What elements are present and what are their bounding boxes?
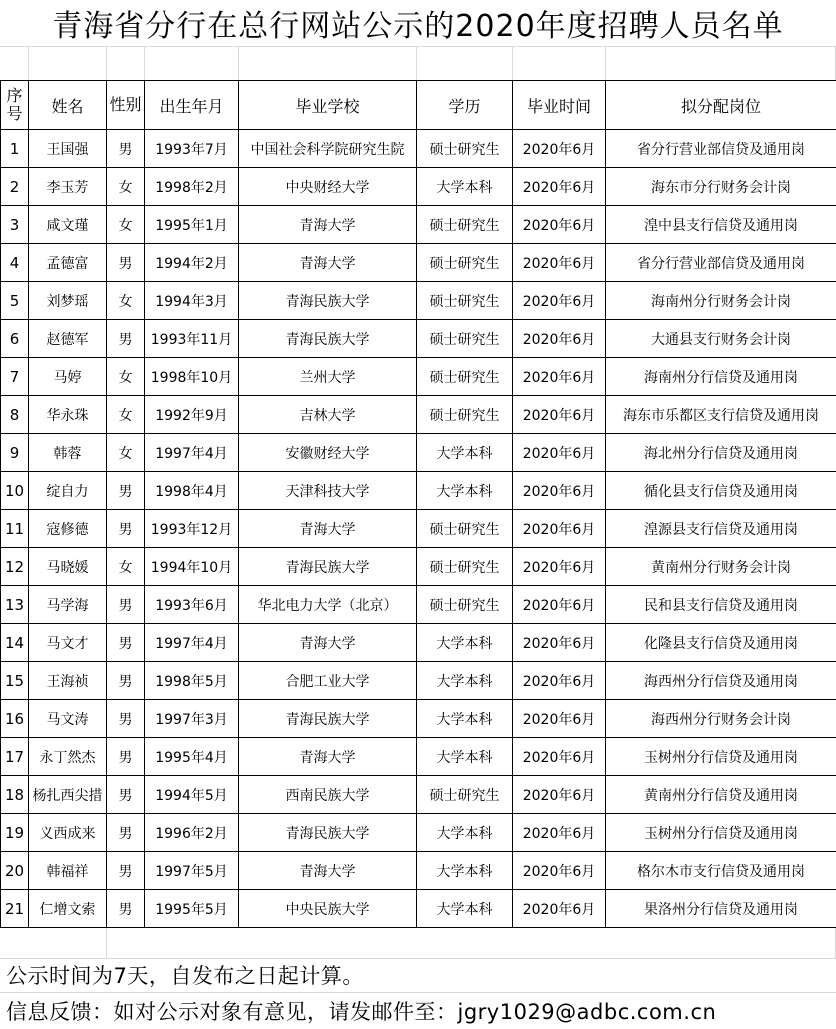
- cell-gender: 女: [107, 358, 145, 396]
- cell-post: 省分行营业部信贷及通用岗: [606, 244, 836, 282]
- cell-grad: 2020年6月: [513, 814, 606, 852]
- cell-post: 湟源县支行信贷及通用岗: [606, 510, 836, 548]
- cell-degree: 硕士研究生: [417, 358, 513, 396]
- cell-grad: 2020年6月: [513, 358, 606, 396]
- empty-grid-row: [0, 46, 836, 80]
- cell-birth: 1998年2月: [145, 168, 239, 206]
- cell-degree: 硕士研究生: [417, 586, 513, 624]
- cell-seq: 18: [1, 776, 29, 814]
- cell-post: 民和县支行信贷及通用岗: [606, 586, 836, 624]
- cell-name: 永丁然杰: [29, 738, 107, 776]
- cell-degree: 硕士研究生: [417, 396, 513, 434]
- cell-gender: 男: [107, 700, 145, 738]
- cell-seq: 11: [1, 510, 29, 548]
- cell-birth: 1997年5月: [145, 852, 239, 890]
- cell-post: 大通县支行财务会计岗: [606, 320, 836, 358]
- cell-name: 华永珠: [29, 396, 107, 434]
- cell-birth: 1997年4月: [145, 624, 239, 662]
- cell-school: 青海大学: [239, 206, 417, 244]
- table-row: [1, 662, 836, 700]
- cell-gender: 女: [107, 548, 145, 586]
- header-grad: 毕业时间: [513, 81, 606, 130]
- cell-post: 果洛州分行信贷及通用岗: [606, 890, 836, 928]
- cell-post: 海西州分行信贷及通用岗: [606, 662, 836, 700]
- cell-post: 玉树州分行信贷及通用岗: [606, 814, 836, 852]
- cell-school: 青海大学: [239, 852, 417, 890]
- cell-birth: 1994年2月: [145, 244, 239, 282]
- cell-seq: 6: [1, 320, 29, 358]
- cell-school: 青海大学: [239, 624, 417, 662]
- cell-degree: 大学本科: [417, 624, 513, 662]
- cell-post: 海西州分行财务会计岗: [606, 700, 836, 738]
- cell-degree: 大学本科: [417, 434, 513, 472]
- cell-gender: 女: [107, 282, 145, 320]
- header-post: 拟分配岗位: [606, 81, 836, 130]
- cell-name: 绽自力: [29, 472, 107, 510]
- cell-seq: 16: [1, 700, 29, 738]
- cell-post: 海南州分行信贷及通用岗: [606, 358, 836, 396]
- cell-post: 海南州分行财务会计岗: [606, 282, 836, 320]
- empty-grid-row: [0, 928, 836, 958]
- cell-gender: 男: [107, 814, 145, 852]
- cell-birth: 1998年10月: [145, 358, 239, 396]
- cell-seq: 14: [1, 624, 29, 662]
- cell-grad: 2020年6月: [513, 510, 606, 548]
- cell-gender: 女: [107, 206, 145, 244]
- cell-grad: 2020年6月: [513, 282, 606, 320]
- cell-post: 黄南州分行信贷及通用岗: [606, 776, 836, 814]
- cell-name: 刘梦瑶: [29, 282, 107, 320]
- cell-gender: 女: [107, 434, 145, 472]
- cell-birth: 1998年4月: [145, 472, 239, 510]
- cell-birth: 1995年5月: [145, 890, 239, 928]
- cell-post: 格尔木市支行信贷及通用岗: [606, 852, 836, 890]
- cell-post: 省分行营业部信贷及通用岗: [606, 130, 836, 168]
- cell-school: 西南民族大学: [239, 776, 417, 814]
- cell-school: 合肥工业大学: [239, 662, 417, 700]
- cell-name: 义西成来: [29, 814, 107, 852]
- cell-gender: 男: [107, 624, 145, 662]
- table-row: [1, 510, 836, 548]
- cell-degree: 大学本科: [417, 890, 513, 928]
- cell-grad: 2020年6月: [513, 662, 606, 700]
- cell-name: 马婷: [29, 358, 107, 396]
- cell-degree: 大学本科: [417, 814, 513, 852]
- cell-seq: 2: [1, 168, 29, 206]
- table-row: [1, 396, 836, 434]
- cell-post: 海东市乐都区支行信贷及通用岗: [606, 396, 836, 434]
- cell-degree: 硕士研究生: [417, 776, 513, 814]
- cell-degree: 硕士研究生: [417, 282, 513, 320]
- cell-birth: 1994年5月: [145, 776, 239, 814]
- cell-degree: 硕士研究生: [417, 320, 513, 358]
- cell-gender: 男: [107, 130, 145, 168]
- header-birth: 出生年月: [145, 81, 239, 130]
- cell-seq: 20: [1, 852, 29, 890]
- cell-seq: 15: [1, 662, 29, 700]
- cell-school: 兰州大学: [239, 358, 417, 396]
- table-row: [1, 320, 836, 358]
- cell-degree: 大学本科: [417, 662, 513, 700]
- header-seq: 序号: [1, 81, 29, 130]
- cell-gender: 女: [107, 168, 145, 206]
- cell-seq: 13: [1, 586, 29, 624]
- cell-name: 赵德军: [29, 320, 107, 358]
- cell-name: 孟德富: [29, 244, 107, 282]
- table-row: [1, 282, 836, 320]
- cell-grad: 2020年6月: [513, 206, 606, 244]
- cell-gender: 男: [107, 776, 145, 814]
- cell-degree: 大学本科: [417, 738, 513, 776]
- cell-school: 安徽财经大学: [239, 434, 417, 472]
- cell-seq: 3: [1, 206, 29, 244]
- cell-gender: 男: [107, 586, 145, 624]
- cell-birth: 1996年2月: [145, 814, 239, 852]
- table-row: [1, 130, 836, 168]
- table-row: [1, 472, 836, 510]
- cell-name: 马文才: [29, 624, 107, 662]
- table-row: [1, 358, 836, 396]
- cell-seq: 5: [1, 282, 29, 320]
- cell-gender: 男: [107, 890, 145, 928]
- table-row: [1, 852, 836, 890]
- cell-grad: 2020年6月: [513, 168, 606, 206]
- cell-birth: 1995年1月: [145, 206, 239, 244]
- cell-grad: 2020年6月: [513, 548, 606, 586]
- cell-gender: 男: [107, 320, 145, 358]
- cell-post: 湟中县支行信贷及通用岗: [606, 206, 836, 244]
- cell-seq: 17: [1, 738, 29, 776]
- cell-name: 马文涛: [29, 700, 107, 738]
- cell-name: 韩蓉: [29, 434, 107, 472]
- cell-grad: 2020年6月: [513, 624, 606, 662]
- divider: [0, 958, 836, 959]
- cell-school: 华北电力大学（北京）: [239, 586, 417, 624]
- cell-seq: 1: [1, 130, 29, 168]
- cell-grad: 2020年6月: [513, 738, 606, 776]
- cell-birth: 1993年12月: [145, 510, 239, 548]
- cell-seq: 7: [1, 358, 29, 396]
- cell-degree: 硕士研究生: [417, 130, 513, 168]
- cell-school: 天津科技大学: [239, 472, 417, 510]
- cell-grad: 2020年6月: [513, 396, 606, 434]
- header-name: 姓名: [29, 81, 107, 130]
- cell-degree: 大学本科: [417, 168, 513, 206]
- cell-post: 玉树州分行信贷及通用岗: [606, 738, 836, 776]
- divider: [0, 992, 836, 993]
- cell-degree: 硕士研究生: [417, 548, 513, 586]
- cell-seq: 9: [1, 434, 29, 472]
- header-school: 毕业学校: [239, 81, 417, 130]
- cell-degree: 硕士研究生: [417, 510, 513, 548]
- cell-post: 循化县支行信贷及通用岗: [606, 472, 836, 510]
- cell-gender: 男: [107, 472, 145, 510]
- table-row: [1, 700, 836, 738]
- cell-name: 寇修德: [29, 510, 107, 548]
- cell-birth: 1993年6月: [145, 586, 239, 624]
- table-row: [1, 434, 836, 472]
- page-title: 青海省分行在总行网站公示的2020年度招聘人员名单: [52, 9, 784, 44]
- cell-school: 青海民族大学: [239, 700, 417, 738]
- cell-grad: 2020年6月: [513, 434, 606, 472]
- cell-name: 仁增文索: [29, 890, 107, 928]
- table-row: [1, 206, 836, 244]
- cell-school: 中央财经大学: [239, 168, 417, 206]
- cell-school: 青海民族大学: [239, 282, 417, 320]
- cell-school: 青海民族大学: [239, 814, 417, 852]
- cell-grad: 2020年6月: [513, 472, 606, 510]
- cell-degree: 大学本科: [417, 852, 513, 890]
- cell-seq: 4: [1, 244, 29, 282]
- cell-birth: 1998年5月: [145, 662, 239, 700]
- table-row: [1, 738, 836, 776]
- notice-feedback: 信息反馈：如对公示对象有意见，请发邮件至：jgry1029@adbc.com.cn: [6, 1000, 717, 1024]
- cell-birth: 1993年7月: [145, 130, 239, 168]
- cell-birth: 1994年3月: [145, 282, 239, 320]
- cell-grad: 2020年6月: [513, 244, 606, 282]
- cell-degree: 大学本科: [417, 700, 513, 738]
- table-row: [1, 168, 836, 206]
- cell-school: 青海大学: [239, 244, 417, 282]
- table-row: [1, 586, 836, 624]
- cell-grad: 2020年6月: [513, 890, 606, 928]
- cell-school: 中国社会科学院研究生院: [239, 130, 417, 168]
- cell-name: 杨扎西尖措: [29, 776, 107, 814]
- cell-post: 海东市分行财务会计岗: [606, 168, 836, 206]
- cell-degree: 硕士研究生: [417, 206, 513, 244]
- cell-name: 韩福祥: [29, 852, 107, 890]
- cell-birth: 1993年11月: [145, 320, 239, 358]
- cell-birth: 1997年4月: [145, 434, 239, 472]
- cell-name: 咸文瑾: [29, 206, 107, 244]
- cell-birth: 1995年4月: [145, 738, 239, 776]
- cell-seq: 12: [1, 548, 29, 586]
- cell-grad: 2020年6月: [513, 700, 606, 738]
- table-row: [1, 624, 836, 662]
- cell-birth: 1994年10月: [145, 548, 239, 586]
- header-gender: 性别: [107, 81, 145, 130]
- table-body: [1, 130, 836, 928]
- cell-grad: 2020年6月: [513, 130, 606, 168]
- cell-name: 王海祯: [29, 662, 107, 700]
- cell-school: 中央民族大学: [239, 890, 417, 928]
- cell-gender: 男: [107, 852, 145, 890]
- cell-name: 王国强: [29, 130, 107, 168]
- cell-name: 李玉芳: [29, 168, 107, 206]
- table-row: [1, 548, 836, 586]
- cell-seq: 21: [1, 890, 29, 928]
- cell-post: 黄南州分行财务会计岗: [606, 548, 836, 586]
- table-header-row: [1, 81, 836, 130]
- cell-gender: 男: [107, 662, 145, 700]
- cell-birth: 1992年9月: [145, 396, 239, 434]
- cell-birth: 1997年3月: [145, 700, 239, 738]
- cell-seq: 8: [1, 396, 29, 434]
- table-row: [1, 890, 836, 928]
- cell-name: 马学海: [29, 586, 107, 624]
- cell-post: 海北州分行信贷及通用岗: [606, 434, 836, 472]
- header-degree: 学历: [417, 81, 513, 130]
- table-row: [1, 244, 836, 282]
- cell-post: 化隆县支行信贷及通用岗: [606, 624, 836, 662]
- cell-school: 青海大学: [239, 510, 417, 548]
- cell-seq: 10: [1, 472, 29, 510]
- cell-school: 青海民族大学: [239, 548, 417, 586]
- cell-grad: 2020年6月: [513, 776, 606, 814]
- table-row: [1, 814, 836, 852]
- cell-grad: 2020年6月: [513, 586, 606, 624]
- cell-school: 吉林大学: [239, 396, 417, 434]
- cell-gender: 女: [107, 396, 145, 434]
- cell-degree: 硕士研究生: [417, 244, 513, 282]
- cell-gender: 男: [107, 738, 145, 776]
- cell-school: 青海大学: [239, 738, 417, 776]
- cell-gender: 男: [107, 244, 145, 282]
- table-row: [1, 776, 836, 814]
- cell-grad: 2020年6月: [513, 852, 606, 890]
- cell-gender: 男: [107, 510, 145, 548]
- cell-school: 青海民族大学: [239, 320, 417, 358]
- cell-grad: 2020年6月: [513, 320, 606, 358]
- cell-name: 马晓媛: [29, 548, 107, 586]
- cell-degree: 大学本科: [417, 472, 513, 510]
- recruit-table: [0, 80, 836, 928]
- notice-period: 公示时间为7天，自发布之日起计算。: [6, 964, 364, 988]
- cell-seq: 19: [1, 814, 29, 852]
